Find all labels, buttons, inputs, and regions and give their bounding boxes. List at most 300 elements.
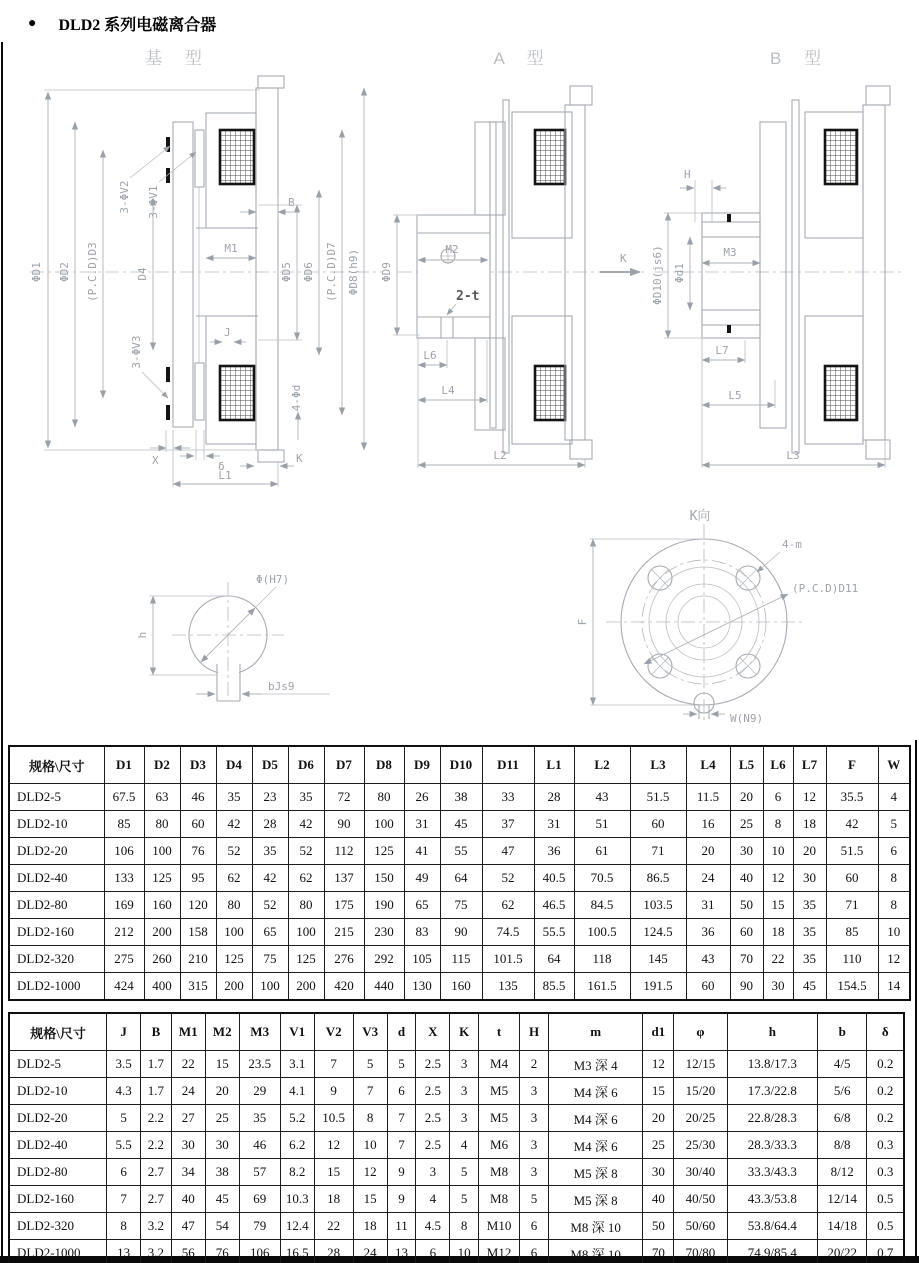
dim-label-d10: ΦD10(js6): [651, 245, 664, 305]
table-row: [9, 1132, 904, 1159]
table-cell: 125: [216, 946, 252, 973]
table-cell: 3.2: [141, 1213, 172, 1240]
table-row: [9, 892, 910, 919]
column-header: M2: [205, 1013, 239, 1051]
table-cell: 0.3: [867, 1159, 904, 1186]
table-header-row: [9, 746, 910, 784]
table-cell: 75: [440, 892, 482, 919]
table-cell: 18: [763, 919, 793, 946]
table-cell: 11.5: [686, 784, 730, 811]
table-cell: 3.5: [107, 1051, 141, 1078]
column-header: V2: [314, 1013, 353, 1051]
dim-label-m2: M2: [445, 243, 459, 256]
table-cell: 50/60: [674, 1213, 727, 1240]
dim-label-w-n9: W(N9): [730, 712, 764, 725]
column-header: L5: [730, 746, 763, 784]
table-cell: 70.5: [574, 865, 630, 892]
column-header: X: [416, 1013, 450, 1051]
table-cell: 62: [288, 865, 324, 892]
column-header: d1: [643, 1013, 674, 1051]
table-cell: 100: [364, 811, 404, 838]
table-cell: 6: [107, 1159, 141, 1186]
table-cell: 20/25: [674, 1105, 727, 1132]
table-cell: 6: [520, 1213, 549, 1240]
dim-label-m3: M3: [723, 246, 737, 259]
table-cell: 15: [353, 1186, 387, 1213]
row-label: DLD2-20: [9, 838, 104, 865]
table-cell: 30/40: [674, 1159, 727, 1186]
table-cell: 0.5: [867, 1186, 904, 1213]
table-cell: 65: [252, 919, 288, 946]
table-cell: 260: [144, 946, 180, 973]
table-cell: 50: [643, 1213, 674, 1240]
table-cell: 62: [216, 865, 252, 892]
dim-label-d5: ΦD5: [280, 262, 293, 282]
table-cell: 115: [440, 946, 482, 973]
table-cell: 2: [520, 1051, 549, 1078]
table-cell: 12: [314, 1132, 353, 1159]
table-cell: 5: [107, 1105, 141, 1132]
table-cell: 35: [793, 919, 826, 946]
row-label: DLD2-160: [9, 919, 104, 946]
table-row: [9, 1186, 904, 1213]
table-cell: 45: [440, 811, 482, 838]
table-cell: 47: [171, 1213, 205, 1240]
table-cell: 50: [730, 892, 763, 919]
table-cell: 7: [314, 1051, 353, 1078]
table-cell: 18: [314, 1186, 353, 1213]
table-cell: 440: [364, 973, 404, 1001]
table-cell: 36: [686, 919, 730, 946]
table-cell: 60: [686, 973, 730, 1001]
table-cell: 400: [144, 973, 180, 1001]
table-cell: 27: [171, 1105, 205, 1132]
table-cell: 79: [239, 1213, 280, 1240]
table-cell: 35: [793, 946, 826, 973]
column-header: t: [479, 1013, 520, 1051]
table-cell: M5: [479, 1078, 520, 1105]
column-header: L6: [763, 746, 793, 784]
dim-label-f: F: [576, 618, 589, 626]
table-cell: 84.5: [574, 892, 630, 919]
table-cell: 76: [180, 838, 216, 865]
table-cell: 85.5: [534, 973, 574, 1001]
table-cell: 62: [482, 892, 534, 919]
table-cell: 8: [353, 1105, 387, 1132]
table-cell: 33: [482, 784, 534, 811]
table-cell: M4 深 6: [548, 1132, 643, 1159]
table-cell: 35: [793, 892, 826, 919]
table-cell: 4.1: [280, 1078, 314, 1105]
table-cell: 420: [324, 973, 364, 1001]
table-cell: 3: [450, 1051, 479, 1078]
table-cell: 35: [216, 784, 252, 811]
table-cell: 40: [730, 865, 763, 892]
table-cell: 26: [404, 784, 440, 811]
table-cell: 56: [171, 1240, 205, 1263]
table-cell: 8: [878, 865, 910, 892]
table-cell: 64: [440, 865, 482, 892]
table-cell: 60: [826, 865, 878, 892]
table-cell: 12: [763, 865, 793, 892]
table-cell: 135: [482, 973, 534, 1001]
table-cell: 49: [404, 865, 440, 892]
table-cell: 70: [730, 946, 763, 973]
table-cell: 41: [404, 838, 440, 865]
table-cell: 74.9/85.4: [727, 1240, 817, 1263]
table-cell: 15: [763, 892, 793, 919]
table-cell: 36: [534, 838, 574, 865]
table-cell: 160: [440, 973, 482, 1001]
table-cell: 75: [252, 946, 288, 973]
table-cell: M4 深 6: [548, 1078, 643, 1105]
table-cell: 7: [387, 1132, 416, 1159]
table-cell: 3: [520, 1159, 549, 1186]
table-cell: 0.7: [867, 1240, 904, 1263]
dim-label-b: B: [288, 196, 295, 209]
row-label: DLD2-40: [9, 1132, 107, 1159]
table-cell: 100.5: [574, 919, 630, 946]
table-cell: 30: [763, 973, 793, 1001]
table-cell: 95: [180, 865, 216, 892]
row-label: DLD2-160: [9, 1186, 107, 1213]
table-cell: 125: [144, 865, 180, 892]
table-cell: 10: [878, 919, 910, 946]
column-header: D4: [216, 746, 252, 784]
dim-label-4m: 4-m: [782, 538, 802, 551]
row-label: DLD2-20: [9, 1105, 107, 1132]
column-header: L2: [574, 746, 630, 784]
table-cell: 3.1: [280, 1051, 314, 1078]
table-cell: 42: [216, 811, 252, 838]
table-cell: 133: [104, 865, 144, 892]
table-cell: 3: [520, 1105, 549, 1132]
column-header: φ: [674, 1013, 727, 1051]
table-cell: 4.3: [107, 1078, 141, 1105]
table-cell: 20: [643, 1105, 674, 1132]
table-cell: 6: [387, 1078, 416, 1105]
table-cell: 150: [364, 865, 404, 892]
table-cell: 3: [520, 1078, 549, 1105]
table-cell: 100: [144, 838, 180, 865]
table-cell: 42: [252, 865, 288, 892]
table-cell: 76: [205, 1240, 239, 1263]
table-cell: M6: [479, 1132, 520, 1159]
row-label: DLD2-5: [9, 784, 104, 811]
table-cell: 52: [482, 865, 534, 892]
table-cell: 47: [482, 838, 534, 865]
table-cell: 12: [878, 946, 910, 973]
table-cell: 6: [763, 784, 793, 811]
table-cell: 125: [364, 838, 404, 865]
table-cell: 35: [288, 784, 324, 811]
table-cell: 53.8/64.4: [727, 1213, 817, 1240]
table-cell: 110: [826, 946, 878, 973]
table-cell: 212: [104, 919, 144, 946]
table-cell: 71: [630, 838, 686, 865]
table-row: [9, 1240, 904, 1263]
table-cell: 46: [239, 1132, 280, 1159]
table-cell: 2.5: [416, 1051, 450, 1078]
table-cell: M5 深 8: [548, 1159, 643, 1186]
table-row: [9, 1213, 904, 1240]
flange-k-view: [576, 509, 858, 725]
table-cell: 25/30: [674, 1132, 727, 1159]
table-cell: 101.5: [482, 946, 534, 973]
dim-label-k-view: K: [620, 252, 627, 265]
table-row: [9, 1159, 904, 1186]
table-cell: 10.3: [280, 1186, 314, 1213]
row-label: DLD2-1000: [9, 973, 104, 1001]
row-label: DLD2-320: [9, 946, 104, 973]
table-cell: 16.5: [280, 1240, 314, 1263]
table-cell: 276: [324, 946, 364, 973]
table-cell: 200: [216, 973, 252, 1001]
dim-label-l6: L6: [423, 349, 437, 362]
table-cell: 106: [104, 838, 144, 865]
table-cell: 64: [534, 946, 574, 973]
table-cell: 25: [205, 1105, 239, 1132]
row-label: DLD2-10: [9, 1078, 107, 1105]
table-cell: 8: [763, 811, 793, 838]
type-label-base: 基 型: [145, 49, 211, 68]
table-cell: 45: [793, 973, 826, 1001]
table-cell: 10.5: [314, 1105, 353, 1132]
table-cell: 0.5: [867, 1213, 904, 1240]
dim-label-d1-small: Φd1: [673, 263, 686, 283]
table-cell: 85: [826, 919, 878, 946]
table-cell: 17.3/22.8: [727, 1078, 817, 1105]
table-cell: 30: [793, 865, 826, 892]
column-header: D5: [252, 746, 288, 784]
drawing-a-type: [380, 86, 648, 468]
table-cell: 6: [878, 838, 910, 865]
table-cell: M5 深 8: [548, 1186, 643, 1213]
table-cell: 51.5: [826, 838, 878, 865]
table-cell: 10: [763, 838, 793, 865]
table-cell: 83: [404, 919, 440, 946]
table-cell: 1.7: [141, 1051, 172, 1078]
table-cell: 13.8/17.3: [727, 1051, 817, 1078]
table-cell: 35: [252, 838, 288, 865]
table-cell: M4 深 6: [548, 1105, 643, 1132]
bullet-icon: ●: [28, 15, 37, 31]
table-cell: 40: [643, 1186, 674, 1213]
table-cell: 20: [205, 1078, 239, 1105]
table-cell: 15: [314, 1159, 353, 1186]
dim-label-k: K: [296, 452, 303, 465]
dim-label-v2: 3-ΦV2: [118, 180, 131, 214]
table-cell: 28: [252, 811, 288, 838]
table-cell: 230: [364, 919, 404, 946]
table-cell: 12: [353, 1159, 387, 1186]
dim-label-l4: L4: [441, 384, 455, 397]
table-cell: 20/22: [818, 1240, 867, 1263]
table-cell: M4: [479, 1051, 520, 1078]
table-cell: 5: [520, 1186, 549, 1213]
table-cell: 30: [730, 838, 763, 865]
column-header: h: [727, 1013, 817, 1051]
table-cell: 120: [180, 892, 216, 919]
column-header: L7: [793, 746, 826, 784]
table-cell: 24: [686, 865, 730, 892]
table-cell: 158: [180, 919, 216, 946]
table-cell: M8: [479, 1159, 520, 1186]
column-header: K: [450, 1013, 479, 1051]
table-cell: 23.5: [239, 1051, 280, 1078]
table-cell: 51: [574, 811, 630, 838]
page-title-text: DLD2 系列电磁离合器: [58, 17, 217, 34]
table-cell: 10: [353, 1132, 387, 1159]
column-header: D2: [144, 746, 180, 784]
table-cell: 57: [239, 1159, 280, 1186]
column-header: D11: [482, 746, 534, 784]
table-cell: 70/80: [674, 1240, 727, 1263]
table-cell: 2.7: [141, 1159, 172, 1186]
dim-label-d8: ΦD8(h9): [347, 248, 360, 296]
table-cell: 2.5: [416, 1078, 450, 1105]
table-cell: 6: [416, 1240, 450, 1263]
table-cell: 130: [404, 973, 440, 1001]
table-cell: 7: [107, 1186, 141, 1213]
table-cell: 22: [763, 946, 793, 973]
table-cell: 4: [416, 1186, 450, 1213]
table-cell: 3: [520, 1132, 549, 1159]
table-cell: 100: [216, 919, 252, 946]
table-cell: 200: [144, 919, 180, 946]
table-cell: M8 深 10: [548, 1213, 643, 1240]
table-cell: 0.2: [867, 1078, 904, 1105]
column-header: D10: [440, 746, 482, 784]
dimensions-table-2: [8, 1012, 905, 1263]
table-cell: 8: [878, 892, 910, 919]
table-cell: 29: [239, 1078, 280, 1105]
table-cell: 0.2: [867, 1051, 904, 1078]
column-header: D7: [324, 746, 364, 784]
table-cell: 9: [387, 1186, 416, 1213]
row-label: DLD2-1000: [9, 1240, 107, 1263]
table-cell: 42: [288, 811, 324, 838]
table-cell: 46.5: [534, 892, 574, 919]
table-cell: 2.5: [416, 1105, 450, 1132]
table-row: [9, 784, 910, 811]
table-cell: 9: [387, 1159, 416, 1186]
table-cell: 35.5: [826, 784, 878, 811]
row-label: DLD2-10: [9, 811, 104, 838]
type-label-a: A 型: [493, 49, 553, 68]
table-cell: 6/8: [818, 1105, 867, 1132]
table-cell: 210: [180, 946, 216, 973]
table-cell: 3: [450, 1105, 479, 1132]
table-cell: 80: [216, 892, 252, 919]
table-cell: 30: [643, 1159, 674, 1186]
table-cell: 31: [534, 811, 574, 838]
table-cell: 80: [144, 811, 180, 838]
column-header: D6: [288, 746, 324, 784]
table-cell: 43: [686, 946, 730, 973]
column-header: V3: [353, 1013, 387, 1051]
table-cell: 37: [482, 811, 534, 838]
table-cell: 65: [404, 892, 440, 919]
table-cell: M10: [479, 1213, 520, 1240]
table-cell: 7: [387, 1105, 416, 1132]
table-row: [9, 838, 910, 865]
table-cell: 200: [288, 973, 324, 1001]
table-cell: 25: [643, 1132, 674, 1159]
table-cell: 5/6: [818, 1078, 867, 1105]
dim-label-4d: 4-Φd: [290, 384, 303, 412]
table-cell: 42: [826, 811, 878, 838]
table-cell: 67.5: [104, 784, 144, 811]
table-cell: 7: [353, 1078, 387, 1105]
dim-label-j: J: [224, 326, 231, 339]
table-cell: 12/15: [674, 1051, 727, 1078]
table-cell: 0.3: [867, 1132, 904, 1159]
table-row: [9, 973, 910, 1001]
dim-label-d4: D4: [136, 267, 149, 281]
table-cell: 5: [387, 1051, 416, 1078]
table-cell: 112: [324, 838, 364, 865]
table-cell: 118: [574, 946, 630, 973]
table-row: [9, 919, 910, 946]
table-cell: 80: [288, 892, 324, 919]
table-cell: 5.2: [280, 1105, 314, 1132]
table-cell: M12: [479, 1240, 520, 1263]
dim-label-pcd-d11: (P.C.D)D11: [792, 582, 859, 595]
table-cell: 8: [107, 1213, 141, 1240]
column-header: δ: [867, 1013, 904, 1051]
keyway-section-view: [136, 573, 330, 702]
table-cell: 22.8/28.3: [727, 1105, 817, 1132]
table-cell: 28.3/33.3: [727, 1132, 817, 1159]
column-header: J: [107, 1013, 141, 1051]
table-cell: 12.4: [280, 1213, 314, 1240]
dim-label-d7: (P.C.D)D7: [325, 242, 338, 302]
table-cell: 5: [450, 1159, 479, 1186]
table-cell: 100: [252, 973, 288, 1001]
table-cell: 8/12: [818, 1159, 867, 1186]
dim-label-d1: ΦD1: [30, 262, 43, 282]
table-cell: 2.7: [141, 1186, 172, 1213]
table-cell: 60: [630, 811, 686, 838]
table-cell: 1.7: [141, 1078, 172, 1105]
row-label: DLD2-5: [9, 1051, 107, 1078]
drawing-b-type: [651, 86, 905, 468]
table-cell: 24: [171, 1078, 205, 1105]
table-cell: 169: [104, 892, 144, 919]
column-header: V1: [280, 1013, 314, 1051]
table-cell: 2.2: [141, 1132, 172, 1159]
table-cell: 72: [324, 784, 364, 811]
table-cell: M5: [479, 1105, 520, 1132]
table-cell: 161.5: [574, 973, 630, 1001]
dim-label-l3: L3: [786, 449, 800, 462]
table-cell: 9: [314, 1078, 353, 1105]
dim-label-x: X: [152, 454, 159, 467]
table-cell: 191.5: [630, 973, 686, 1001]
table-cell: 90: [324, 811, 364, 838]
table-cell: 11: [387, 1213, 416, 1240]
table-cell: 28: [314, 1240, 353, 1263]
table-cell: 90: [730, 973, 763, 1001]
table-cell: 3: [450, 1078, 479, 1105]
dim-label-m1: M1: [224, 242, 238, 255]
table-cell: 69: [239, 1186, 280, 1213]
column-header: M1: [171, 1013, 205, 1051]
table-cell: 43.3/53.8: [727, 1186, 817, 1213]
table-cell: 8/8: [818, 1132, 867, 1159]
dim-label-bjs9: bJs9: [268, 680, 295, 693]
